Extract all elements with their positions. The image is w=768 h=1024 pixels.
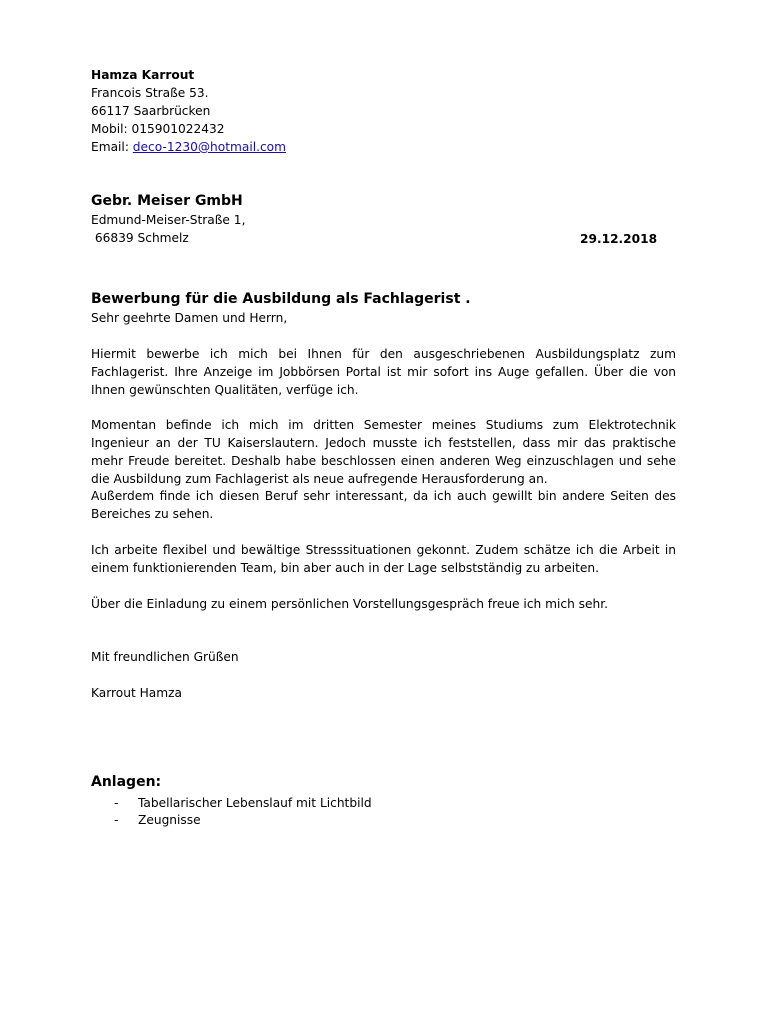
sender-block [91,66,676,156]
sender-email-line [91,138,676,156]
closing: Mit freundlichen Grüßen [91,650,239,664]
signature: Karrout Hamza [91,686,182,700]
salutation: Sehr geehrte Damen und Herrn, [91,311,288,325]
letter-date: 29.12.2018 [580,232,658,246]
body-paragraph-4: Ich arbeite flexibel und bewältige Stresssituationen gekonnt. Zudem schätze ich die Arbeit in einem funktionierenden Team, bin aber auch in der Lage selbstständig zu arbeiten. [91,543,676,575]
recipient-city: 66839 Schmelz [91,231,189,245]
attachment-label: Tabellarischer Lebenslauf mit Lichtbild [138,796,372,810]
bullet-dash: - [114,813,119,827]
letter-subject: Bewerbung für die Ausbildung als Fachlagerist . [91,291,471,307]
sender-city: 66117 Saarbrücken [91,104,211,118]
recipient-company: Gebr. Meiser GmbH [91,193,243,209]
sender-street: Francois Straße 53. [91,86,209,100]
bullet-dash: - [114,796,119,810]
attachment-label: Zeugnisse [138,813,201,827]
attachments-title: Anlagen: [91,774,162,790]
sender-email-label: Email: [91,140,133,154]
subject-block [91,289,676,327]
sender-email-link[interactable]: deco-1230@hotmail.com [132,140,286,154]
body-paragraph-2: Momentan befinde ich mich im dritten Semester meines Studiums zum Elektrotechnik Ingenieur an der TU Kaiserslautern. Jedoch musste ich feststellen, dass mir das praktische mehr Freude bereitet. Deshalb habe beschlossen einen anderen Weg einzuschlagen und sehe die Ausbildung zum Fachlagerist als neue aufregende Herausforderung an. [91,418,676,486]
sender-name: Hamza Karrout [91,68,195,82]
attachment-item [114,794,372,812]
attachment-item [114,811,201,829]
body-paragraph-5: Über die Einladung zu einem persönlichen Vorstellungsgespräch freue ich mich sehr. [91,597,609,611]
body-paragraph-1: Hiermit bewerbe ich mich bei Ihnen für den ausgeschriebenen Ausbildungsplatz zum Fachlagerist. Ihre Anzeige im Jobbörsen Portal ist mir sofort ins Auge gefallen. Über die von Ihnen gewünschten Qualitäten, verfüge ich. [91,347,676,397]
body-paragraph-3: Außerdem finde ich diesen Beruf sehr interessant, da ich auch gewillt bin andere Seiten des Bereiches zu sehen. [91,489,676,521]
recipient-street: Edmund-Meiser-Straße 1, [91,213,246,227]
sender-phone: Mobil: 015901022432 [91,122,225,136]
